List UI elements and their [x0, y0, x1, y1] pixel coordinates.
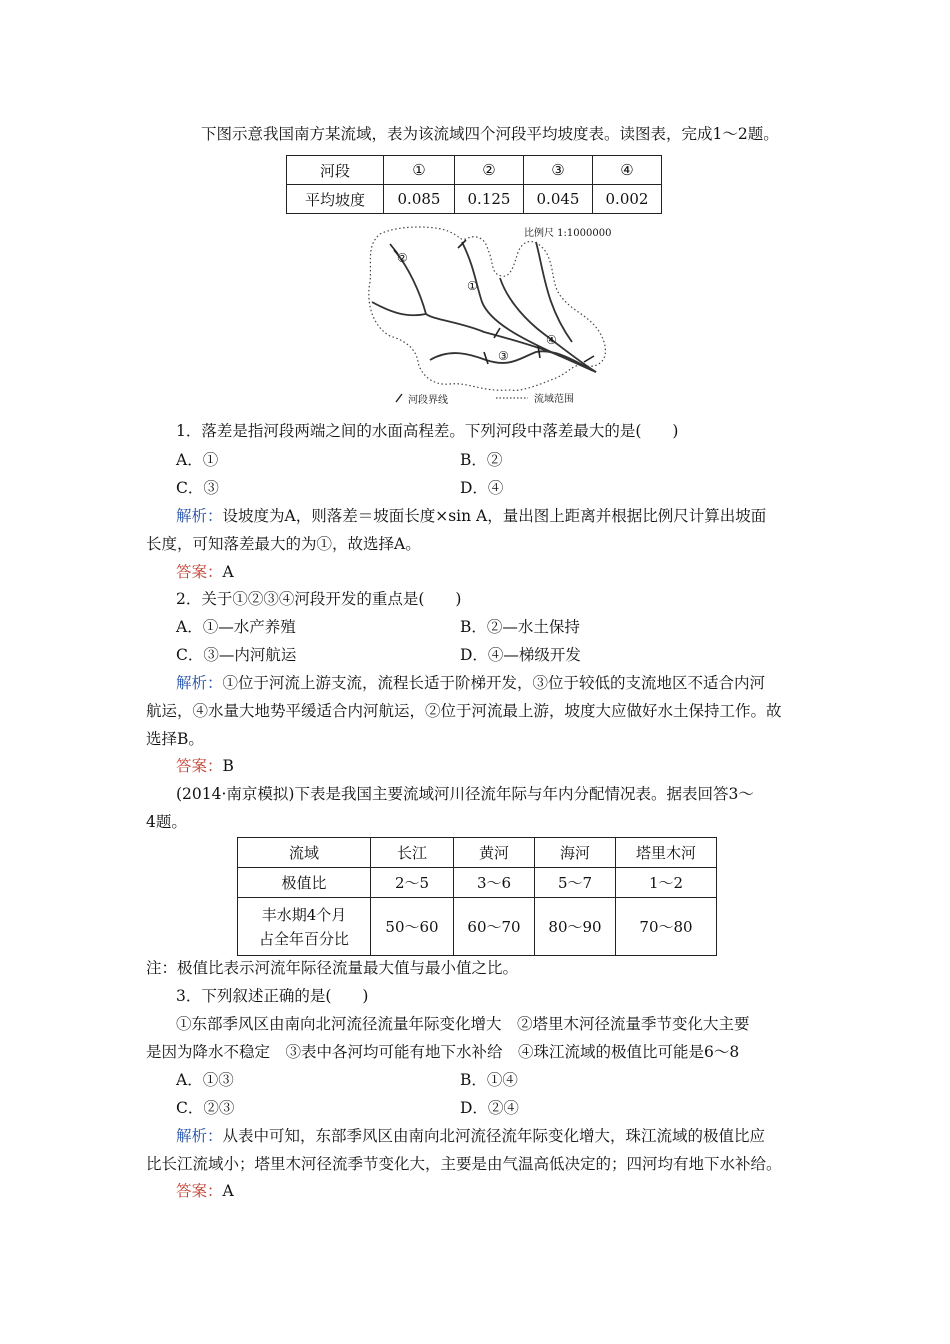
answer-label: 答案：: [176, 563, 223, 581]
question-3-answer: [176, 1181, 234, 1201]
question-1-option-d: D．④: [460, 479, 504, 497]
answer-value: B: [222, 757, 234, 775]
runoff-row-label-line: 占全年百分比: [258, 929, 349, 948]
question-3-analysis-line-1: [176, 1126, 765, 1146]
question-2-analysis-line-1: [176, 673, 765, 693]
runoff-row-label: 极值比: [238, 868, 371, 898]
river-tributary-west: [372, 302, 426, 315]
answer-value: A: [222, 563, 234, 581]
answer-value: A: [222, 1182, 234, 1200]
legend-basin-label: 流域范围: [534, 394, 574, 405]
slope-header-cell: ③: [524, 156, 593, 185]
analysis-label: 解析：: [176, 507, 223, 525]
runoff-value-cell: 1～2: [616, 868, 717, 898]
question-1-analysis-line-1: [176, 506, 766, 526]
runoff-value-cell: 80～90: [535, 898, 616, 956]
question-2-stem: 2．关于①②③④河段开发的重点是( ): [176, 590, 462, 608]
question-3-option-b: B．①④: [460, 1071, 518, 1089]
map-label-2: ②: [397, 251, 408, 265]
slope-header-cell: ①: [384, 156, 455, 185]
legend-boundary-symbol: [396, 394, 402, 402]
section-boundary-ticks: [390, 240, 594, 364]
runoff-value-cell: 5～7: [535, 868, 616, 898]
question-2-analysis-line-2: 航运，④水量大地势平缓适合内河航运，②位于河流最上游，坡度大应做好水土保持工作。故: [146, 702, 782, 720]
runoff-value-cell: 70～80: [616, 898, 717, 956]
question-1-option-b: B．②: [460, 451, 503, 469]
analysis-label: 解析：: [176, 674, 223, 692]
question-3-statements-line-1: ①东部季风区由南向北河流径流量年际变化增大 ②塔里木河径流量季节变化大主要: [176, 1015, 750, 1033]
intro-paragraph-2-line-2: 4题。: [146, 813, 187, 831]
slope-value-cell: 0.125: [455, 185, 524, 214]
runoff-header-cell: 流域: [238, 838, 371, 868]
question-3-option-d: D．②④: [460, 1099, 519, 1117]
runoff-value-cell: 3～6: [454, 868, 535, 898]
runoff-header-cell: 海河: [535, 838, 616, 868]
question-2-option-d: D．④—梯级开发: [460, 646, 581, 664]
slope-row-label: 平均坡度: [287, 185, 384, 214]
runoff-table: [237, 837, 717, 956]
runoff-row-label: [238, 898, 371, 956]
basin-map: [360, 222, 620, 410]
intro-paragraph-1: 下图示意我国南方某流域，表为该流域四个河段平均坡度表。读图表，完成1～2题。: [201, 125, 779, 143]
runoff-value-cell: 60～70: [454, 898, 535, 956]
slope-header-cell: 河段: [287, 156, 384, 185]
answer-label: 答案：: [176, 1182, 223, 1200]
question-2-option-a: A．①—水产养殖: [176, 618, 296, 636]
question-2-option-c: C．③—内河航运: [176, 646, 297, 664]
runoff-value-cell: 50～60: [371, 898, 454, 956]
slope-table: [286, 155, 662, 214]
slope-value-cell: 0.002: [593, 185, 662, 214]
runoff-header-cell: 黄河: [454, 838, 535, 868]
map-label-3: ③: [498, 349, 509, 363]
slope-header-cell: ②: [455, 156, 524, 185]
question-1-option-a: A．①: [176, 451, 219, 469]
intro-paragraph-2-line-1: (2014·南京模拟)下表是我国主要流域河川径流年际与年内分配情况表。据表回答3～: [176, 785, 754, 803]
question-3-option-c: C．②③: [176, 1099, 235, 1117]
question-1-analysis-line-2: 长度，可知落差最大的为①，故选择A。: [146, 535, 421, 553]
river-tributary-3: [536, 242, 572, 342]
question-1-option-c: C．③: [176, 479, 219, 497]
map-label-1: ①: [467, 279, 478, 293]
answer-label: 答案：: [176, 757, 223, 775]
map-label-4: ④: [546, 333, 557, 347]
runoff-row-label-line: 丰水期4个月: [261, 905, 347, 924]
slope-header-cell: ④: [593, 156, 662, 185]
map-scale: 比例尺 1:1000000: [524, 228, 612, 239]
runoff-value-cell: 2～5: [371, 868, 454, 898]
question-2-answer: [176, 756, 234, 776]
question-1-stem: 1．落差是指河段两端之间的水面高程差。下列河段中落差最大的是( ): [176, 422, 679, 440]
question-2-analysis-line-3: 选择B。: [146, 730, 204, 748]
river-main: [394, 250, 596, 372]
question-2-option-b: B．②—水土保持: [460, 618, 580, 636]
analysis-text: 设坡度为A，则落差＝坡面长度×sin A，量出图上距离并根据比例尺计算出坡面: [222, 507, 767, 525]
analysis-label: 解析：: [176, 1127, 223, 1145]
question-3-stem: 3．下列叙述正确的是( ): [176, 987, 369, 1005]
question-1-answer: [176, 562, 234, 582]
table-note: 注：极值比表示河流年际径流量最大值与最小值之比。: [146, 959, 519, 977]
legend-boundary-label: 河段界线: [408, 395, 448, 406]
runoff-header-cell: 塔里木河: [616, 838, 717, 868]
question-3-option-a: A．①③: [176, 1071, 234, 1089]
analysis-text: ①位于河流上游支流，流程长适于阶梯开发，③位于较低的支流地区不适合内河: [222, 674, 766, 692]
runoff-header-cell: 长江: [371, 838, 454, 868]
slope-value-cell: 0.085: [384, 185, 455, 214]
question-3-analysis-line-2: 比长江流域小；塔里木河径流季节变化大，主要是由气温高低决定的；四河均有地下水补给。: [146, 1155, 782, 1173]
slope-value-cell: 0.045: [524, 185, 593, 214]
question-3-statements-line-2: 是因为降水不稳定 ③表中各河均可能有地下水补给 ④珠江流域的极值比可能是6～8: [146, 1043, 740, 1061]
analysis-text: 从表中可知，东部季风区由南向北河流径流年际变化增大，珠江流域的极值比应: [222, 1127, 766, 1145]
